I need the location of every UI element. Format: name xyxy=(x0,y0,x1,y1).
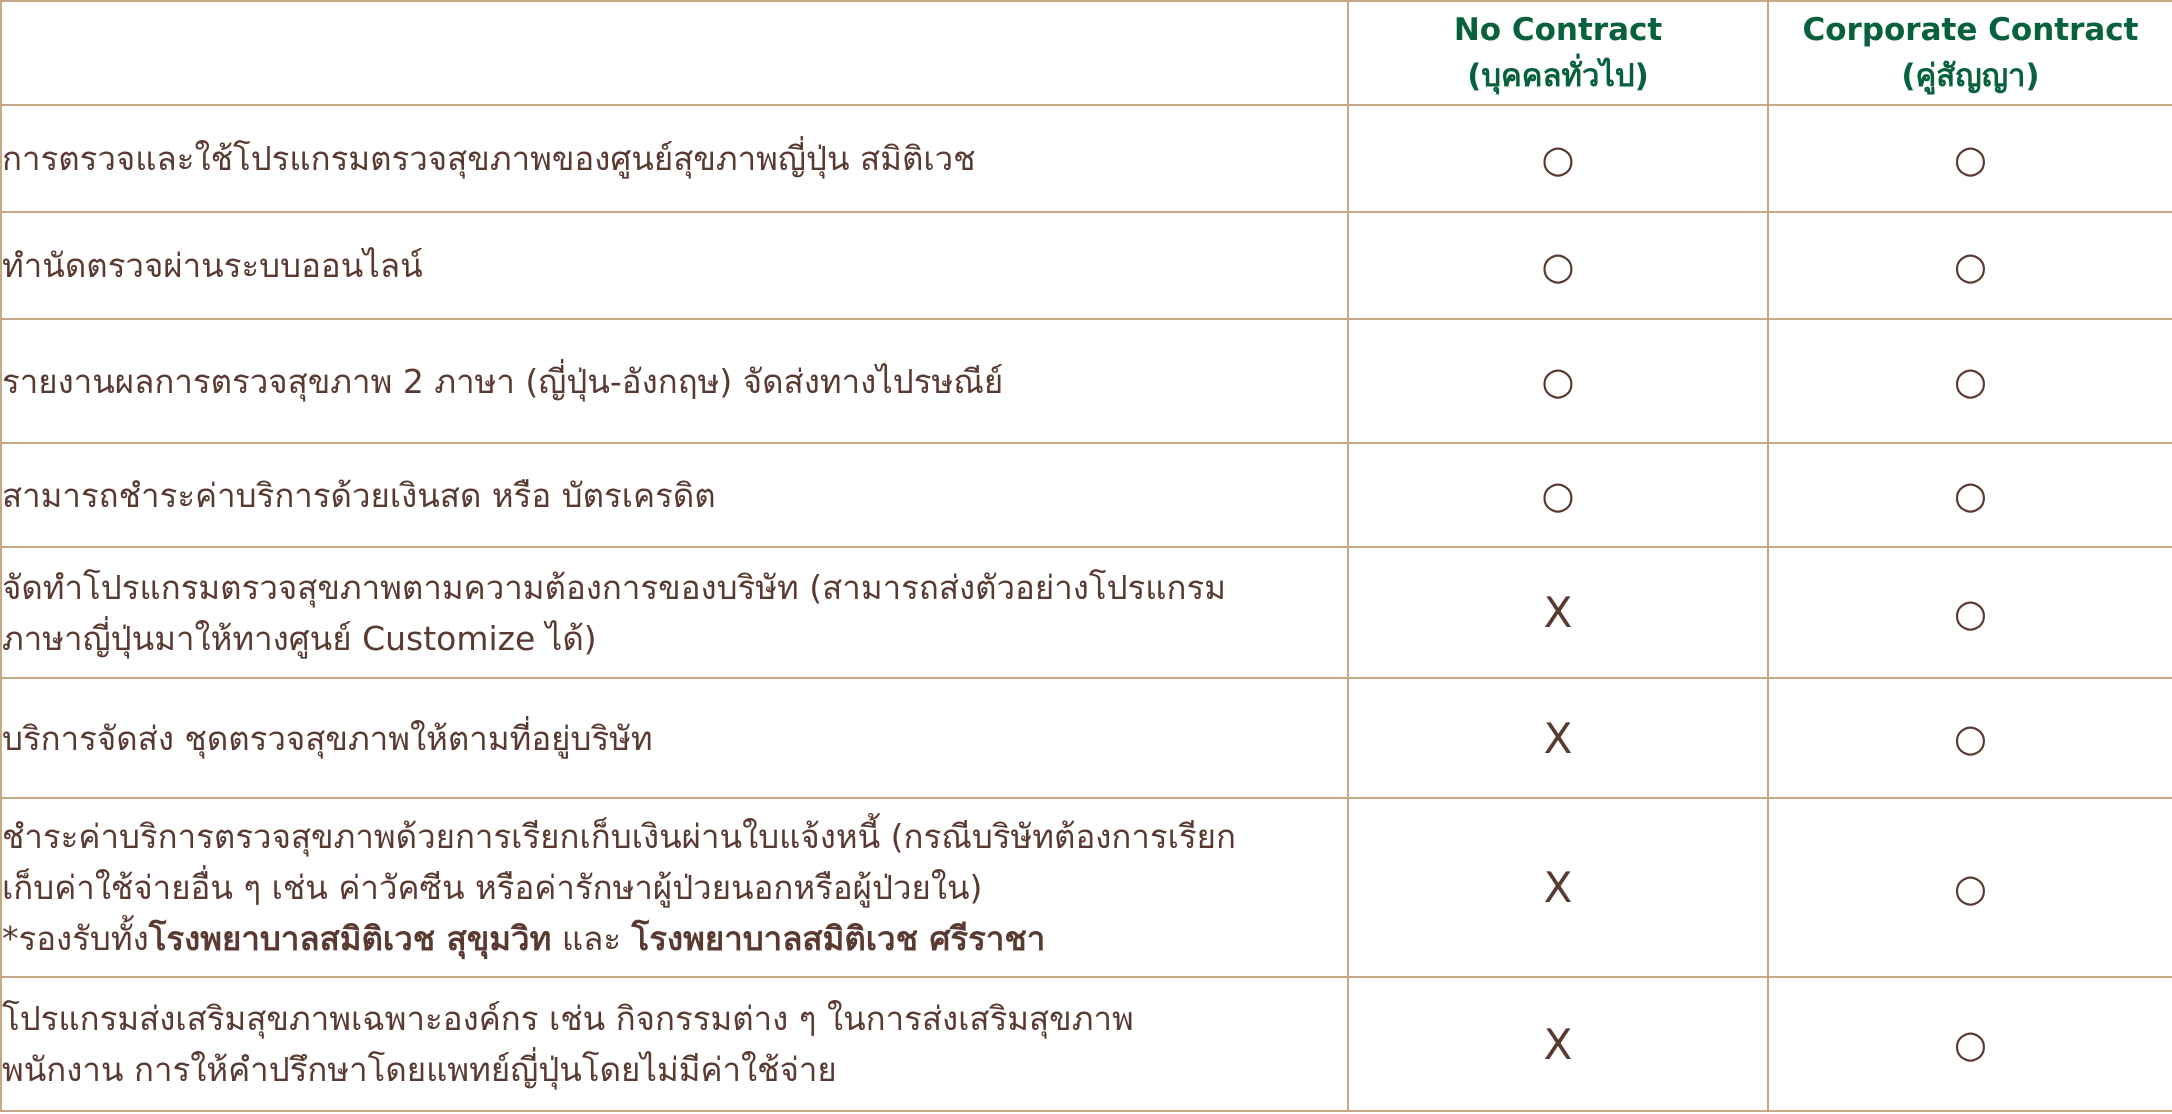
corporate-mark: ○ xyxy=(1768,678,2172,798)
corporate-mark: ○ xyxy=(1768,798,2172,977)
header-corporate-line1: Corporate Contract xyxy=(1802,12,2139,48)
table-row xyxy=(1,443,2172,547)
feature-text-line: เก็บค่าใช้จ่ายอื่น ๆ เช่น ค่าวัคซีน หรือค่ารักษาผู้ป่วยนอกหรือผู้ป่วยใน) xyxy=(2,868,983,907)
feature-text-line: รายงานผลการตรวจสุขภาพ 2 ภาษา (ญี่ปุ่น-อังกฤษ) จัดส่งทางไปรษณีย์ xyxy=(2,361,1004,401)
feature-cell xyxy=(1,443,1348,547)
feature-text-line: โปรแกรมส่งเสริมสุขภาพเฉพาะองค์กร เช่น กิจกรรมต่าง ๆ ในการส่งเสริมสุขภาพ xyxy=(2,999,1134,1038)
feature-cell xyxy=(1,977,1348,1111)
table-row xyxy=(1,977,2172,1111)
header-row xyxy=(1,1,2172,105)
note-hospital-sukhumvit: โรงพยาบาลสมิติเวช สุขุมวิท xyxy=(148,919,552,958)
corporate-mark: ○ xyxy=(1768,319,2172,443)
feature-cell xyxy=(1,798,1348,977)
table-row xyxy=(1,105,2172,212)
table-row xyxy=(1,212,2172,319)
feature-cell xyxy=(1,319,1348,443)
table-row xyxy=(1,319,2172,443)
feature-note-line xyxy=(2,913,1347,964)
feature-cell xyxy=(1,678,1348,798)
note-middle: และ xyxy=(551,919,632,958)
corporate-mark: ○ xyxy=(1768,977,2172,1111)
no-contract-mark: X xyxy=(1348,678,1768,798)
no-contract-mark: X xyxy=(1348,547,1768,678)
feature-text-line: ชำระค่าบริการตรวจสุขภาพด้วยการเรียกเก็บเงินผ่านใบแจ้งหนี้ (กรณีบริษัทต้องการเรียก xyxy=(2,817,1236,856)
header-no-contract-line2: (บุคคลทั่วไป) xyxy=(1467,58,1649,94)
header-empty-cell xyxy=(1,1,1348,105)
no-contract-mark: ○ xyxy=(1348,319,1768,443)
corporate-mark: ○ xyxy=(1768,105,2172,212)
note-hospital-sriracha: โรงพยาบาลสมิติเวช ศรีราชา xyxy=(631,919,1046,958)
header-no-contract-line1: No Contract xyxy=(1453,12,1663,48)
feature-text-line: สามารถชำระค่าบริการด้วยเงินสด หรือ บัตรเครดิต xyxy=(2,475,716,515)
feature-cell xyxy=(1,105,1348,212)
corporate-mark: ○ xyxy=(1768,547,2172,678)
no-contract-mark: X xyxy=(1348,977,1768,1111)
note-prefix: *รองรับทั้ง xyxy=(2,919,149,958)
corporate-mark: ○ xyxy=(1768,212,2172,319)
feature-text-line: บริการจัดส่ง ชุดตรวจสุขภาพให้ตามที่อยู่บริษัท xyxy=(2,718,653,758)
feature-text-line: ทำนัดตรวจผ่านระบบออนไลน์ xyxy=(2,246,423,285)
feature-cell xyxy=(1,212,1348,319)
feature-cell xyxy=(1,547,1348,678)
no-contract-mark: ○ xyxy=(1348,105,1768,212)
header-no-contract xyxy=(1348,1,1768,105)
feature-text-line: ภาษาญี่ปุ่นมาให้ทางศูนย์ Customize ได้) xyxy=(2,618,597,658)
feature-text-line: พนักงาน การให้คำปรึกษาโดยแพทย์ญี่ปุ่นโดยไม่มีค่าใช้จ่าย xyxy=(2,1050,837,1089)
header-corporate-contract xyxy=(1768,1,2172,105)
corporate-mark: ○ xyxy=(1768,443,2172,547)
feature-text-line: การตรวจและใช้โปรแกรมตรวจสุขภาพของศูนย์สุขภาพญี่ปุ่น สมิติเวช xyxy=(2,139,976,178)
table-row xyxy=(1,547,2172,678)
no-contract-mark: ○ xyxy=(1348,212,1768,319)
feature-text-line: จัดทำโปรแกรมตรวจสุขภาพตามความต้องการของบริษัท (สามารถส่งตัวอย่างโปรแกรม xyxy=(2,567,1226,607)
no-contract-mark: X xyxy=(1348,798,1768,977)
table-row xyxy=(1,678,2172,798)
table-row xyxy=(1,798,2172,977)
no-contract-mark: ○ xyxy=(1348,443,1768,547)
header-corporate-line2: (คู่สัญญา) xyxy=(1901,58,2040,94)
